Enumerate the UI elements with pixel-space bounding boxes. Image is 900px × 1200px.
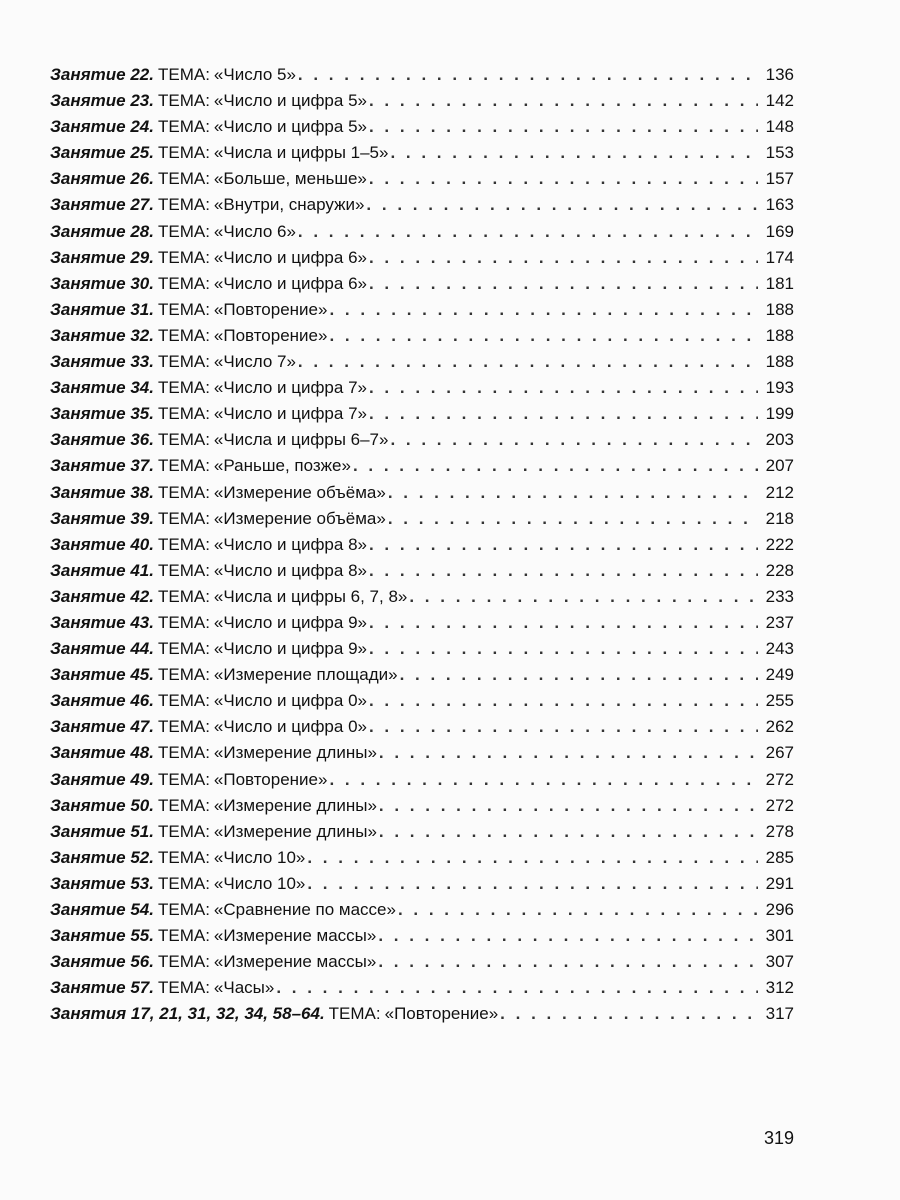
dot-leader bbox=[378, 923, 758, 949]
lesson-label: Занятие 22. bbox=[50, 65, 154, 84]
page-ref: 203 bbox=[765, 430, 794, 450]
lesson-label: Занятие 32. bbox=[50, 325, 154, 345]
theme-label: ТЕМА: bbox=[157, 978, 210, 998]
lesson-label: Занятие 54. bbox=[50, 900, 154, 919]
theme-label: ТЕМА: bbox=[157, 143, 210, 163]
lesson-label: Занятие 30. bbox=[50, 273, 154, 293]
dot-leader bbox=[388, 480, 758, 506]
toc-entry bbox=[50, 114, 794, 140]
lesson-label: Занятие 33. bbox=[50, 352, 154, 372]
toc-entry bbox=[50, 714, 794, 740]
theme-label: ТЕМА: bbox=[157, 430, 210, 450]
page-ref: 199 bbox=[765, 404, 794, 424]
topic-title: «Число 5» bbox=[213, 65, 296, 84]
lesson-label: Занятие 51. bbox=[50, 821, 154, 841]
theme-label: ТЕМА: bbox=[157, 612, 210, 632]
theme-label: ТЕМА: bbox=[157, 691, 210, 711]
toc-entry bbox=[50, 740, 794, 766]
dot-leader bbox=[307, 871, 758, 897]
dot-leader bbox=[369, 166, 758, 192]
toc-entry bbox=[50, 688, 794, 714]
topic-title: «Число и цифра 8» bbox=[213, 534, 367, 554]
lesson-label: Занятие 24. bbox=[50, 117, 154, 137]
page-ref: 301 bbox=[765, 926, 794, 946]
dot-leader bbox=[400, 662, 758, 688]
topic-title: «Измерение массы» bbox=[213, 952, 377, 972]
table-of-contents bbox=[50, 62, 794, 1027]
toc-entry bbox=[50, 427, 794, 453]
topic-title: «Число и цифра 9» bbox=[213, 612, 367, 632]
toc-entry bbox=[50, 793, 794, 819]
theme-label: ТЕМА: bbox=[157, 169, 210, 189]
toc-entry bbox=[50, 453, 794, 479]
lesson-label: Занятие 23. bbox=[50, 91, 154, 111]
page-ref: 228 bbox=[765, 560, 794, 580]
lesson-label: Занятие 39. bbox=[50, 508, 154, 528]
dot-leader bbox=[276, 975, 758, 1001]
toc-entry bbox=[50, 349, 794, 375]
page-ref: 188 bbox=[765, 299, 794, 319]
theme-label: ТЕМА: bbox=[157, 378, 210, 398]
topic-title: «Число и цифра 5» bbox=[213, 91, 367, 111]
lesson-label: Занятие 49. bbox=[50, 769, 154, 789]
topic-title: «Число и цифра 6» bbox=[213, 247, 367, 267]
toc-entry bbox=[50, 375, 794, 401]
topic-title: «Повторение» bbox=[213, 769, 328, 789]
lesson-label: Занятие 42. bbox=[50, 586, 154, 606]
lesson-label: Занятие 34. bbox=[50, 378, 154, 398]
theme-label: ТЕМА: bbox=[157, 900, 210, 919]
page-ref: 169 bbox=[765, 221, 794, 241]
topic-title: «Числа и цифры 6, 7, 8» bbox=[213, 586, 408, 606]
page-ref: 222 bbox=[765, 534, 794, 554]
page-ref: 243 bbox=[765, 639, 794, 659]
topic-title: «Число и цифра 7» bbox=[213, 378, 367, 398]
theme-label: ТЕМА: bbox=[157, 299, 210, 319]
page-ref: 212 bbox=[765, 482, 794, 502]
theme-label: ТЕМА: bbox=[157, 873, 210, 893]
toc-entry bbox=[50, 140, 794, 166]
toc-entry bbox=[50, 271, 794, 297]
dot-leader bbox=[298, 62, 758, 88]
lesson-label: Занятие 41. bbox=[50, 560, 154, 580]
lesson-label: Занятия 17, 21, 31, 32, 34, 58–64. bbox=[50, 1004, 325, 1024]
toc-entry bbox=[50, 949, 794, 975]
toc-entry bbox=[50, 923, 794, 949]
theme-label: ТЕМА: bbox=[157, 743, 210, 763]
topic-title: «Число и цифра 0» bbox=[213, 691, 367, 711]
page-ref: 153 bbox=[765, 143, 794, 163]
toc-entry bbox=[50, 532, 794, 558]
lesson-label: Занятие 40. bbox=[50, 534, 154, 554]
toc-entry bbox=[50, 506, 794, 532]
theme-label: ТЕМА: bbox=[157, 456, 210, 476]
toc-entry bbox=[50, 845, 794, 871]
topic-title: «Измерение массы» bbox=[213, 926, 377, 946]
dot-leader bbox=[307, 845, 758, 871]
topic-title: «Число 6» bbox=[213, 221, 296, 241]
lesson-label: Занятие 29. bbox=[50, 247, 154, 267]
topic-title: «Повторение» bbox=[384, 1004, 499, 1024]
page-ref: 237 bbox=[765, 612, 794, 632]
toc-entry bbox=[50, 323, 794, 349]
lesson-label: Занятие 31. bbox=[50, 299, 154, 319]
toc-entry bbox=[50, 62, 794, 88]
dot-leader bbox=[390, 427, 758, 453]
theme-label: ТЕМА: bbox=[157, 482, 210, 502]
lesson-label: Занятие 37. bbox=[50, 456, 154, 476]
page-ref: 278 bbox=[765, 821, 794, 841]
toc-entry bbox=[50, 219, 794, 245]
dot-leader bbox=[369, 401, 758, 427]
dot-leader bbox=[398, 897, 758, 923]
topic-title: «Повторение» bbox=[213, 299, 328, 319]
dot-leader bbox=[369, 688, 758, 714]
topic-title: «Число и цифра 5» bbox=[213, 117, 367, 137]
theme-label: ТЕМА: bbox=[157, 508, 210, 528]
theme-label: ТЕМА: bbox=[157, 847, 210, 867]
dot-leader bbox=[369, 375, 758, 401]
lesson-label: Занятие 44. bbox=[50, 639, 154, 659]
page-ref: 255 bbox=[765, 691, 794, 711]
lesson-label: Занятие 26. bbox=[50, 169, 154, 189]
topic-title: «Число и цифра 6» bbox=[213, 273, 367, 293]
dot-leader bbox=[369, 610, 758, 636]
theme-label: ТЕМА: bbox=[157, 65, 210, 84]
topic-title: «Измерение площади» bbox=[213, 665, 398, 685]
toc-entry bbox=[50, 767, 794, 793]
toc-entry bbox=[50, 662, 794, 688]
theme-label: ТЕМА: bbox=[157, 117, 210, 137]
theme-label: ТЕМА: bbox=[157, 352, 210, 372]
toc-entry bbox=[50, 401, 794, 427]
lesson-label: Занятие 36. bbox=[50, 430, 154, 450]
theme-label: ТЕМА: bbox=[157, 717, 210, 737]
theme-label: ТЕМА: bbox=[157, 91, 210, 111]
page-ref: 148 bbox=[765, 117, 794, 137]
toc-entry bbox=[50, 558, 794, 584]
dot-leader bbox=[369, 636, 758, 662]
dot-leader bbox=[379, 819, 758, 845]
topic-title: «Число и цифра 9» bbox=[213, 639, 367, 659]
page-ref: 233 bbox=[765, 586, 794, 606]
theme-label: ТЕМА: bbox=[157, 247, 210, 267]
dot-leader bbox=[369, 532, 758, 558]
page-ref: 291 bbox=[765, 873, 794, 893]
topic-title: «Измерение объёма» bbox=[213, 482, 386, 502]
page-ref: 207 bbox=[765, 456, 794, 476]
page-ref: 157 bbox=[765, 169, 794, 189]
lesson-label: Занятие 47. bbox=[50, 717, 154, 737]
dot-leader bbox=[329, 297, 758, 323]
lesson-label: Занятие 56. bbox=[50, 952, 154, 972]
dot-leader bbox=[369, 245, 758, 271]
topic-title: «Измерение длины» bbox=[213, 743, 377, 763]
dot-leader bbox=[329, 323, 758, 349]
lesson-label: Занятие 27. bbox=[50, 195, 154, 215]
page-ref: 181 bbox=[765, 273, 794, 293]
dot-leader bbox=[369, 558, 758, 584]
dot-leader bbox=[369, 88, 758, 114]
topic-title: «Измерение объёма» bbox=[213, 508, 386, 528]
page-ref: 142 bbox=[765, 91, 794, 111]
dot-leader bbox=[298, 349, 758, 375]
dot-leader bbox=[329, 767, 758, 793]
lesson-label: Занятие 50. bbox=[50, 795, 154, 815]
lesson-label: Занятие 28. bbox=[50, 221, 154, 241]
topic-title: «Число 7» bbox=[213, 352, 296, 372]
toc-entry bbox=[50, 897, 794, 923]
page-ref: 193 bbox=[765, 378, 794, 398]
page-ref: 136 bbox=[765, 65, 794, 84]
topic-title: «Больше, меньше» bbox=[213, 169, 367, 189]
toc-entry bbox=[50, 975, 794, 1001]
page-ref: 272 bbox=[765, 795, 794, 815]
toc-entry bbox=[50, 1001, 794, 1027]
page-ref: 272 bbox=[765, 769, 794, 789]
theme-label: ТЕМА: bbox=[157, 952, 210, 972]
lesson-label: Занятие 43. bbox=[50, 612, 154, 632]
lesson-label: Занятие 57. bbox=[50, 978, 154, 998]
dot-leader bbox=[298, 219, 758, 245]
page-ref: 312 bbox=[765, 978, 794, 998]
topic-title: «Числа и цифры 1–5» bbox=[213, 143, 389, 163]
theme-label: ТЕМА: bbox=[157, 221, 210, 241]
lesson-label: Занятие 45. bbox=[50, 665, 154, 685]
topic-title: «Число 10» bbox=[213, 847, 306, 867]
page-ref: 307 bbox=[765, 952, 794, 972]
dot-leader bbox=[390, 140, 758, 166]
toc-entry bbox=[50, 88, 794, 114]
page-ref: 317 bbox=[765, 1004, 794, 1024]
topic-title: «Повторение» bbox=[213, 325, 328, 345]
topic-title: «Раньше, позже» bbox=[213, 456, 351, 476]
toc-entry bbox=[50, 610, 794, 636]
topic-title: «Число и цифра 7» bbox=[213, 404, 367, 424]
theme-label: ТЕМА: bbox=[157, 665, 210, 685]
page-ref: 262 bbox=[765, 717, 794, 737]
page-ref: 249 bbox=[765, 665, 794, 685]
theme-label: ТЕМА: bbox=[157, 325, 210, 345]
toc-entry bbox=[50, 819, 794, 845]
dot-leader bbox=[388, 506, 758, 532]
page-number: 319 bbox=[763, 1128, 794, 1148]
page-ref: 267 bbox=[765, 743, 794, 763]
dot-leader bbox=[369, 114, 758, 140]
lesson-label: Занятие 55. bbox=[50, 926, 154, 946]
toc-entry bbox=[50, 480, 794, 506]
theme-label: ТЕМА: bbox=[157, 404, 210, 424]
theme-label: ТЕМА: bbox=[157, 795, 210, 815]
page-ref: 163 bbox=[765, 195, 794, 215]
page-ref: 188 bbox=[765, 352, 794, 372]
page-ref: 285 bbox=[765, 847, 794, 867]
theme-label: ТЕМА: bbox=[157, 586, 210, 606]
lesson-label: Занятие 52. bbox=[50, 847, 154, 867]
theme-label: ТЕМА: bbox=[157, 534, 210, 554]
topic-title: «Число и цифра 0» bbox=[213, 717, 367, 737]
theme-label: ТЕМА: bbox=[157, 195, 210, 215]
dot-leader bbox=[500, 1001, 758, 1027]
page-ref: 218 bbox=[765, 508, 794, 528]
theme-label: ТЕМА: bbox=[157, 639, 210, 659]
dot-leader bbox=[378, 949, 758, 975]
toc-entry bbox=[50, 192, 794, 218]
lesson-label: Занятие 48. bbox=[50, 743, 154, 763]
toc-entry bbox=[50, 297, 794, 323]
toc-entry bbox=[50, 166, 794, 192]
toc-entry bbox=[50, 636, 794, 662]
toc-entry bbox=[50, 871, 794, 897]
lesson-label: Занятие 25. bbox=[50, 143, 154, 163]
topic-title: «Внутри, снаружи» bbox=[213, 195, 365, 215]
theme-label: ТЕМА: bbox=[157, 926, 210, 946]
topic-title: «Измерение длины» bbox=[213, 795, 377, 815]
toc-entry bbox=[50, 584, 794, 610]
dot-leader bbox=[353, 453, 758, 479]
dot-leader bbox=[366, 192, 758, 218]
page-ref: 188 bbox=[765, 325, 794, 345]
topic-title: «Измерение длины» bbox=[213, 821, 377, 841]
lesson-label: Занятие 46. bbox=[50, 691, 154, 711]
topic-title: «Число 10» bbox=[213, 873, 306, 893]
theme-label: ТЕМА: bbox=[328, 1004, 381, 1024]
lesson-label: Занятие 38. bbox=[50, 482, 154, 502]
page-ref: 174 bbox=[765, 247, 794, 267]
dot-leader bbox=[379, 740, 758, 766]
lesson-label: Занятие 53. bbox=[50, 873, 154, 893]
topic-title: «Число и цифра 8» bbox=[213, 560, 367, 580]
dot-leader bbox=[369, 714, 758, 740]
topic-title: «Часы» bbox=[213, 978, 275, 998]
theme-label: ТЕМА: bbox=[157, 560, 210, 580]
lesson-label: Занятие 35. bbox=[50, 404, 154, 424]
theme-label: ТЕМА: bbox=[157, 821, 210, 841]
topic-title: «Сравнение по массе» bbox=[213, 900, 396, 919]
theme-label: ТЕМА: bbox=[157, 769, 210, 789]
page-ref: 296 bbox=[765, 900, 794, 919]
dot-leader bbox=[369, 271, 758, 297]
dot-leader bbox=[409, 584, 758, 610]
dot-leader bbox=[379, 793, 758, 819]
theme-label: ТЕМА: bbox=[157, 273, 210, 293]
toc-entry bbox=[50, 245, 794, 271]
topic-title: «Числа и цифры 6–7» bbox=[213, 430, 389, 450]
